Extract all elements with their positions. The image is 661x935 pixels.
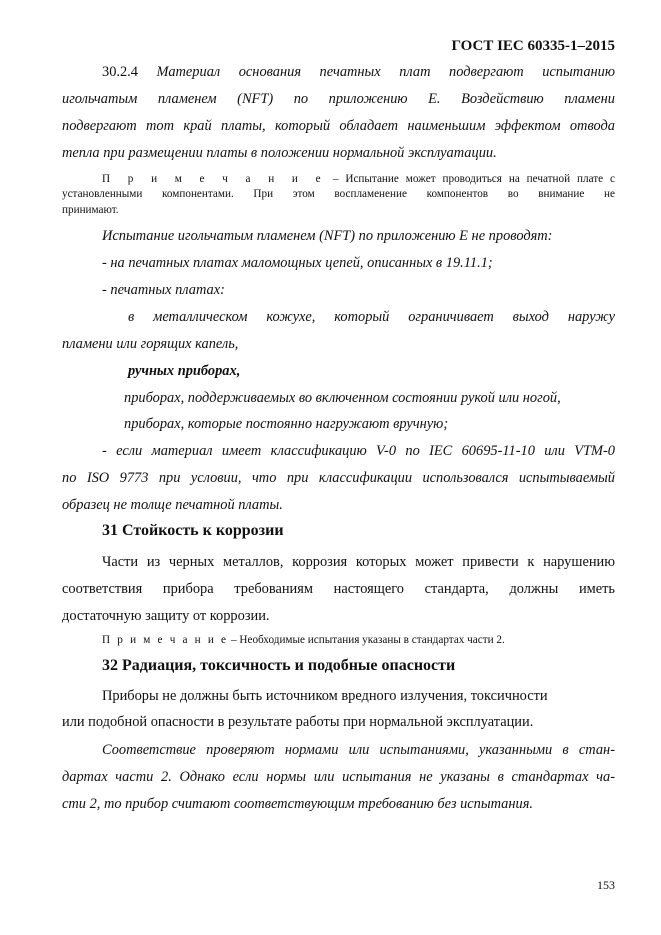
- nft-item-2d: приборах, которые постоянно нагружают вручную;: [124, 416, 449, 432]
- note-label: П р и м е ч а н и е: [102, 634, 229, 646]
- nft-item-3-line-2: по ISO 9773 при условии, что при классификации использовался испытываемый: [62, 470, 615, 486]
- section-32-line-1: Приборы не должны быть источником вредного излучения, токсичности: [102, 688, 548, 704]
- section-31-note: [102, 634, 655, 647]
- section-31-line-1: Части из черных металлов, коррозия которых может привести к нарушению: [102, 554, 615, 570]
- nft-item-2a-line-2: пламени или горящих капель,: [62, 336, 239, 352]
- nft-item-1: - на печатных платах маломощных цепей, описанных в 19.11.1;: [102, 255, 493, 271]
- section-32-line-2: или подобной опасности в результате работы при нормальной эксплуатации.: [62, 714, 534, 730]
- nft-item-3-line-1: - если материал имеет классификацию V-0 по IEC 60695-11-10 или VTM-0: [102, 443, 615, 459]
- nft-item-2b: ручных приборах,: [128, 363, 241, 379]
- note-label: П р и м е ч а н и е: [102, 173, 326, 185]
- section-31-heading: 31 Стойкость к коррозии: [102, 522, 284, 539]
- nft-item-2c: приборах, поддерживаемых во включенном состоянии рукой или ногой,: [124, 390, 561, 406]
- section-32-compliance-line-2: дартах части 2. Однако если нормы или испытания не указаны в стандартах ча-: [62, 769, 615, 785]
- clause-30-2-4-line-4: тепла при размещении платы в положении нормальной эксплуатации.: [62, 145, 497, 161]
- nft-intro: Испытание игольчатым пламенем (NFT) по приложению E не проводят:: [102, 228, 553, 244]
- clause-30-2-4-line-1: [102, 63, 615, 81]
- clause-30-2-4-line-2: игольчатым пламенем (NFT) по приложению E. Воздействию пламени: [62, 91, 615, 107]
- page-number: 153: [597, 878, 615, 892]
- section-31-line-2: соответствия прибора требованиям настоящего стандарта, должны иметь: [62, 581, 615, 597]
- clause-30-2-4-line-3: подвергают тот край платы, который обладает наименьшим эффектом отвода: [62, 118, 615, 134]
- section-32-compliance-line-1: Соответствие проверяют нормами или испытаниями, указанными в стан-: [102, 742, 615, 758]
- section-32-compliance-line-3: сти 2, то прибор считают соответствующим требованию без испытания.: [62, 796, 533, 812]
- note-text: – Испытание может проводиться на печатной плате с: [332, 173, 615, 185]
- section-31-line-3: достаточную защиту от коррозии.: [62, 608, 270, 624]
- note-text: – Необходимые испытания указаны в стандартах части 2.: [231, 634, 505, 646]
- nft-item-3-line-3: образец не толще печатной платы.: [62, 497, 283, 513]
- section-32-heading: 32 Радиация, токсичность и подобные опасности: [102, 657, 456, 674]
- clause-text: Материал основания печатных плат подвергают испытанию: [156, 64, 615, 80]
- nft-item-2: - печатных платах:: [102, 282, 225, 298]
- clause-number: 30.2.4: [102, 64, 138, 80]
- note-1-line-3: принимают.: [62, 204, 119, 216]
- nft-item-2a-line-1: в металлическом кожухе, который ограничивает выход наружу: [128, 309, 615, 325]
- document-code-header: ГОСТ IEC 60335-1–2015: [451, 38, 615, 54]
- note-1-line-2: установленными компонентами. При этом воспламенение компонентов во внимание не: [62, 188, 615, 200]
- note-1-line-1: [102, 173, 615, 186]
